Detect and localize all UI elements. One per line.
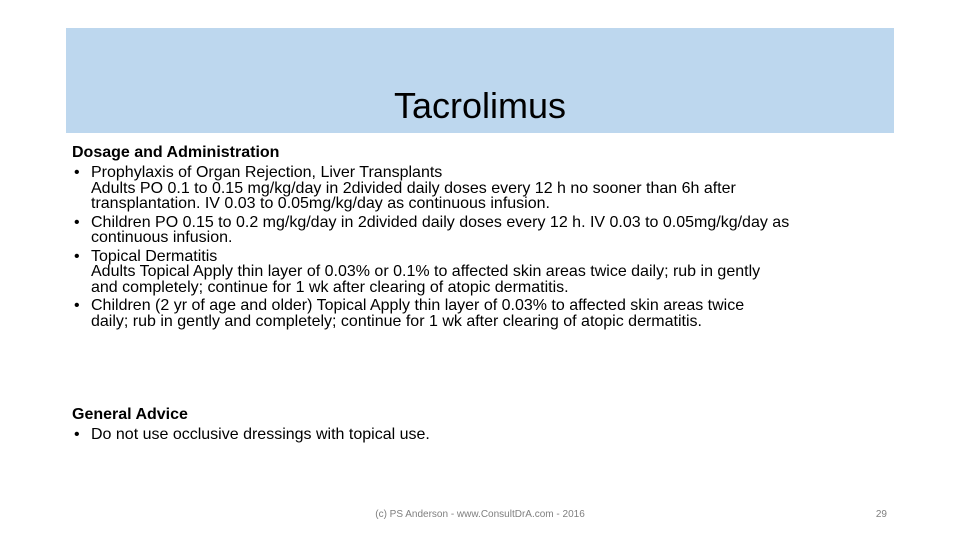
section-heading-general-advice: General Advice <box>72 406 188 423</box>
bullet: • <box>74 426 80 443</box>
section-dosage <box>72 143 902 332</box>
list-item-line: Prophylaxis of Organ Rejection, Liver Transplants <box>91 164 443 181</box>
list-item-line: Children PO 0.15 to 0.2 mg/kg/day in 2divided daily doses every 12 h. IV 0.03 to 0.05mg/kg/day as <box>91 213 790 231</box>
bullet: • <box>74 164 80 181</box>
list-item <box>72 215 902 246</box>
list-item-line: Adults Topical Apply thin layer of 0.03% or 0.1% to affected skin areas twice daily; rub in gently <box>91 263 761 280</box>
list-item-line: daily; rub in gently and completely; continue for 1 wk after clearing of atopic dermatitis. <box>91 312 702 330</box>
list-item <box>72 298 902 329</box>
list-item-line: Adults PO 0.1 to 0.15 mg/kg/day in 2divided daily doses every 12 h no sooner than 6h after <box>91 179 736 197</box>
list-item-line: Children (2 yr of age and older) Topical Apply thin layer of 0.03% to affected skin areas twice <box>91 297 745 314</box>
slide-title: Tacrolimus <box>393 85 567 126</box>
bullet: • <box>74 213 80 231</box>
bullet: • <box>74 247 80 265</box>
list-item <box>72 427 902 443</box>
section-general-advice <box>72 405 902 446</box>
title-band <box>66 28 894 133</box>
list-item-line: continuous infusion. <box>91 229 233 246</box>
dosage-list <box>72 165 902 329</box>
advice-list <box>72 427 902 443</box>
section-heading-dosage: Dosage and Administration <box>72 144 280 161</box>
list-item <box>72 165 902 212</box>
list-item-line: transplantation. IV 0.03 to 0.05mg/kg/day as continuous infusion. <box>91 195 550 212</box>
list-item-line: and completely; continue for 1 wk after clearing of atopic dermatitis. <box>91 278 569 296</box>
page-number: 29 <box>875 509 887 520</box>
list-item <box>72 249 902 296</box>
list-item-line: Do not use occlusive dressings with topical use. <box>91 426 430 443</box>
list-item-line: Topical Dermatitis <box>91 247 218 265</box>
footer-text: (c) PS Anderson - www.ConsultDrA.com - 2016 <box>375 509 585 520</box>
bullet: • <box>74 297 80 314</box>
